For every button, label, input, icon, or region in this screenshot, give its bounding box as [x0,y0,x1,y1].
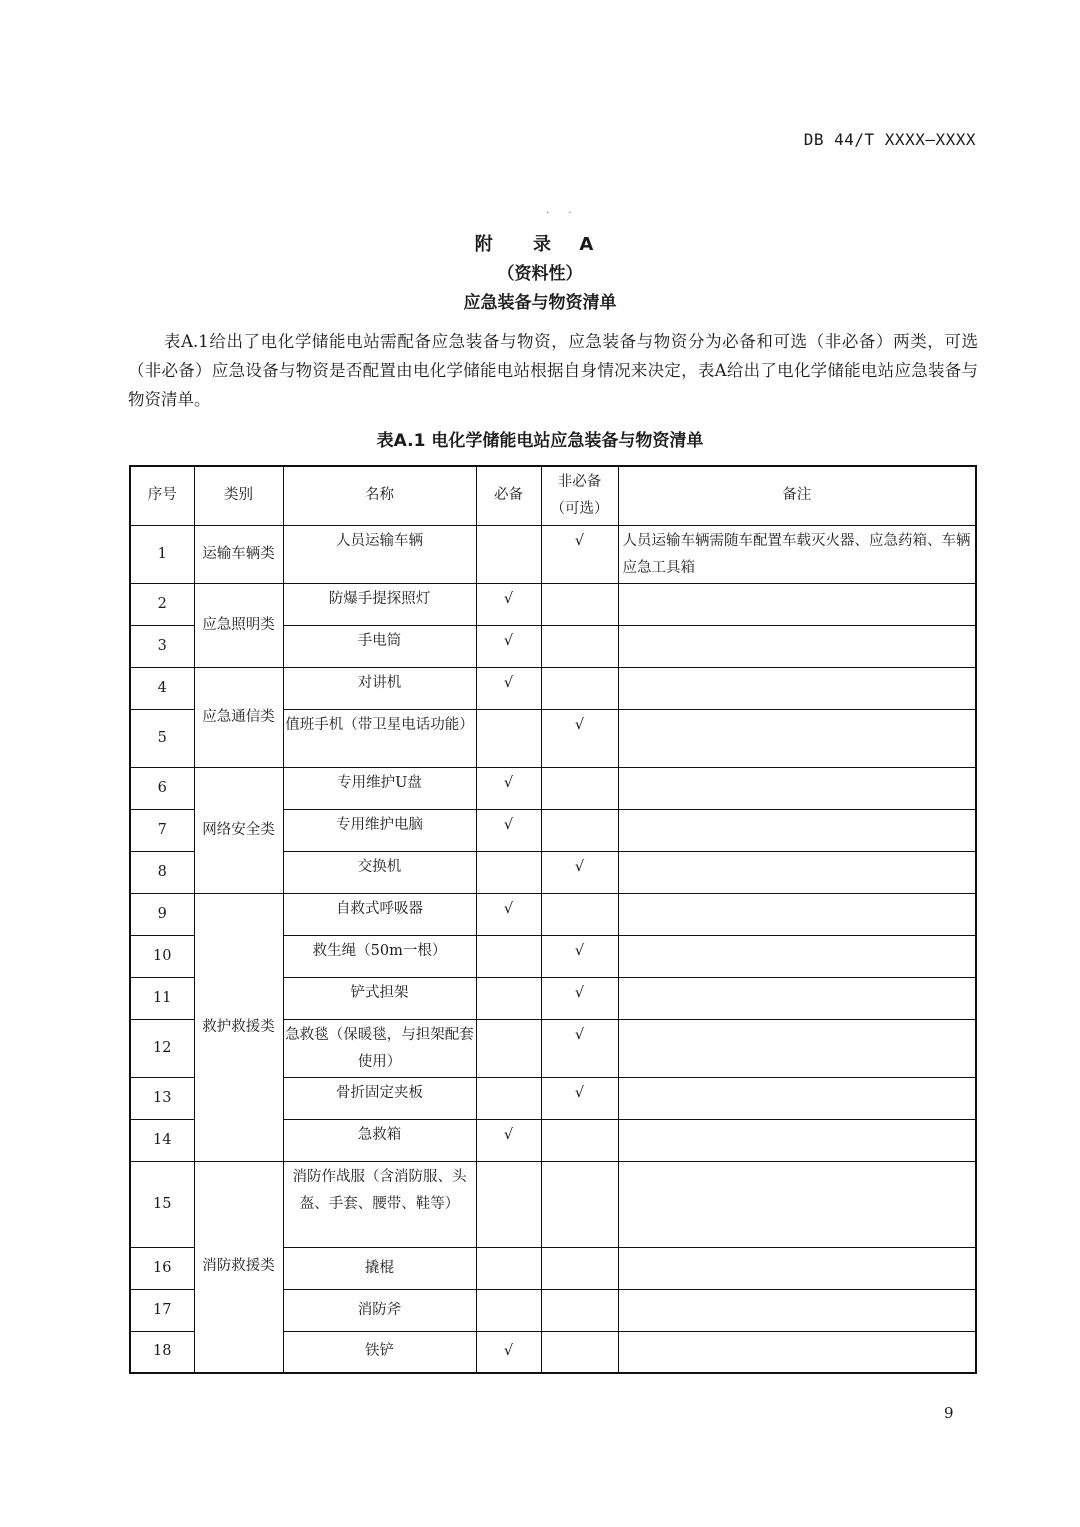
row-required [476,1077,541,1119]
header-required: 必备 [476,466,541,525]
header-no: 序号 [130,466,194,525]
row-required [476,851,541,893]
row-name: 防爆手提探照灯 [283,583,476,625]
row-note [618,1247,976,1289]
row-required: √ [476,1119,541,1161]
row-note [618,667,976,709]
row-no: 14 [130,1119,194,1161]
header-note: 备注 [618,466,976,525]
row-no: 7 [130,809,194,851]
appendix-nature: （资料性） [497,264,583,284]
row-required: √ [476,583,541,625]
row-optional [541,767,618,809]
table-caption: 表A.1 电化学储能电站应急装备与物资清单 [376,431,704,451]
document-code: DB 44/T XXXX—XXXX [803,130,976,149]
row-optional [541,893,618,935]
row-note [618,977,976,1019]
row-optional: √ [541,851,618,893]
row-required [476,1289,541,1331]
row-no: 4 [130,667,194,709]
row-name: 交换机 [283,851,476,893]
row-name: 铲式担架 [283,977,476,1019]
row-note [618,583,976,625]
row-optional: √ [541,1019,618,1077]
appendix-title-letter: A [579,234,606,255]
page-number: 9 [944,1404,954,1422]
row-name: 专用维护电脑 [283,809,476,851]
row-required: √ [476,667,541,709]
intro-paragraph: 表A.1给出了电化学储能电站需配备应急装备与物资，应急装备与物资分为必备和可选（非必备）两类，可选（非必备）应急设备与物资是否配置由电化学储能电站根据自身情况来决定，表A给出了电化学储能电站应急装备与物资清单。 [128,332,978,409]
row-required [476,935,541,977]
row-name: 消防斧 [283,1289,476,1331]
header-optional [541,466,618,525]
row-optional: √ [541,935,618,977]
row-required [476,709,541,767]
row-name: 对讲机 [283,667,476,709]
row-no: 9 [130,893,194,935]
row-name: 急救毯（保暖毯，与担架配套使用） [283,1019,476,1077]
row-note [618,767,976,809]
row-name: 人员运输车辆 [283,525,476,583]
row-optional [541,809,618,851]
row-optional [541,1289,618,1331]
table-row [130,667,976,709]
row-optional [541,1331,618,1373]
row-name: 铁铲 [283,1331,476,1373]
appendix-name: 应急装备与物资清单 [463,293,617,313]
header-optional-line1: 非必备 [557,473,602,490]
category-cell: 应急通信类 [194,667,283,767]
row-optional [541,1247,618,1289]
row-note [618,709,976,767]
row-name: 专用维护U盘 [283,767,476,809]
row-name: 骨折固定夹板 [283,1077,476,1119]
row-optional: √ [541,709,618,767]
row-name: 急救箱 [283,1119,476,1161]
header-optional-line2: （可选） [550,500,609,517]
category-cell: 网络安全类 [194,767,283,893]
category-cell: 运输车辆类 [194,525,283,583]
row-required: √ [476,625,541,667]
row-optional [541,667,618,709]
table-row [130,583,976,625]
row-no: 16 [130,1247,194,1289]
row-no: 17 [130,1289,194,1331]
row-name: 消防作战服（含消防服、头盔、手套、腰带、鞋等） [283,1161,476,1247]
row-optional [541,1119,618,1161]
row-required [476,1247,541,1289]
row-no: 8 [130,851,194,893]
table-row [130,525,976,583]
row-optional: √ [541,1077,618,1119]
table-row [130,767,976,809]
appendix-title [0,230,1080,256]
row-required [476,1019,541,1077]
row-no: 3 [130,625,194,667]
row-optional [541,583,618,625]
row-note [618,1161,976,1247]
row-required [476,525,541,583]
row-note [618,1019,976,1077]
table-row [130,1161,976,1247]
category-cell: 应急照明类 [194,583,283,667]
row-no: 6 [130,767,194,809]
row-name: 自救式呼吸器 [283,893,476,935]
row-no: 11 [130,977,194,1019]
header-name: 名称 [283,466,476,525]
appendix-title-word: 附 录 [474,234,564,255]
row-no: 15 [130,1161,194,1247]
row-note: 人员运输车辆需随车配置车载灭火器、应急药箱、车辆应急工具箱 [618,525,976,583]
row-name: 救生绳（50m一根） [283,935,476,977]
row-note [618,1119,976,1161]
row-note [618,1289,976,1331]
row-optional: √ [541,525,618,583]
row-required [476,977,541,1019]
row-name: 撬棍 [283,1247,476,1289]
row-required: √ [476,767,541,809]
row-no: 1 [130,525,194,583]
row-note [618,851,976,893]
row-required [476,1161,541,1247]
row-optional [541,625,618,667]
row-required: √ [476,809,541,851]
row-optional [541,1161,618,1247]
category-cell: 消防救援类 [194,1161,283,1373]
equipment-table [129,465,977,1374]
row-name: 手电筒 [283,625,476,667]
row-note [618,625,976,667]
row-no: 10 [130,935,194,977]
row-no: 5 [130,709,194,767]
row-required: √ [476,1331,541,1373]
row-note [618,935,976,977]
row-no: 13 [130,1077,194,1119]
header-category: 类别 [194,466,283,525]
row-note [618,893,976,935]
row-no: 18 [130,1331,194,1373]
row-note [618,1077,976,1119]
row-no: 2 [130,583,194,625]
decorative-dots: · · [546,208,580,219]
row-name: 值班手机（带卫星电话功能） [283,709,476,767]
table-row [130,893,976,935]
table-header-row [130,466,976,525]
category-cell: 救护救援类 [194,893,283,1161]
row-note [618,1331,976,1373]
row-optional: √ [541,977,618,1019]
row-required: √ [476,893,541,935]
row-note [618,809,976,851]
row-no: 12 [130,1019,194,1077]
